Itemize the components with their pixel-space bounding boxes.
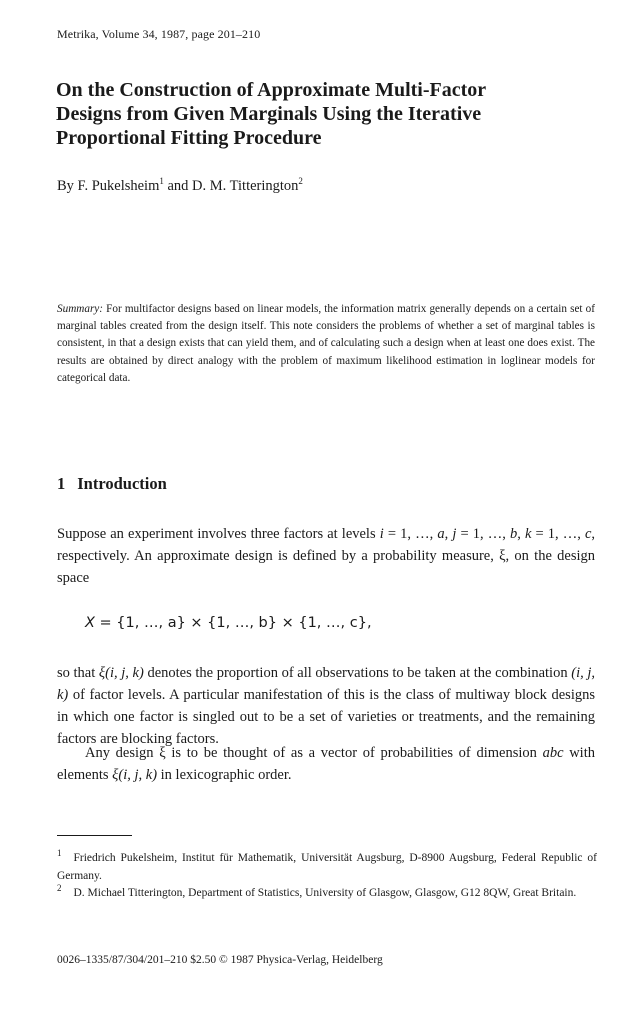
footnote-text: D. Michael Titterington, Department of Statistics, University of Glasgow, Glasgow, G12 8QW, Great Britain.	[73, 887, 577, 899]
math-var: a	[437, 526, 445, 542]
math-expr: (i, j, k)	[57, 665, 596, 703]
text-run: so that	[57, 665, 99, 681]
title-line: On the Construction of Approximate Multi-Factor	[56, 79, 487, 101]
math-var: c	[584, 526, 592, 542]
paragraph	[57, 662, 595, 750]
equation-body: = {1, …, a} × {1, …, b} × {1, …, c},	[94, 615, 372, 631]
abstract	[57, 301, 595, 387]
text-run: ,	[444, 526, 453, 542]
display-equation	[85, 615, 372, 631]
footnote	[57, 885, 597, 903]
footnote	[57, 850, 597, 885]
section-title: Introduction	[77, 474, 167, 493]
paper-title	[56, 78, 576, 150]
math-var: i	[379, 526, 384, 542]
footnote-divider	[57, 835, 132, 836]
journal-citation: Metrika, Volume 34, 1987, page 201–210	[57, 27, 261, 41]
paragraph	[57, 523, 595, 589]
text-run: in lexicographic order.	[157, 767, 292, 783]
paragraph	[57, 742, 595, 786]
text-run: Suppose an experiment involves three factors at levels	[57, 526, 380, 542]
section-number: 1	[57, 474, 66, 493]
math-var: j	[452, 526, 457, 542]
text-run: ,	[517, 526, 525, 542]
copyright-line: 0026–1335/87/304/201–210 $2.50 © 1987 Physica-Verlag, Heidelberg	[57, 954, 383, 966]
footnote-mark: 1	[57, 848, 62, 859]
math-expr: ξ(i, j, k)	[98, 665, 144, 681]
author-line	[57, 178, 303, 195]
math-expr: ξ(i, j, k)	[112, 767, 158, 783]
footnote-ref-1: 1	[159, 176, 164, 187]
text-run: denotes the proportion of all observations to be taken at the combination	[143, 665, 572, 681]
text-run: = 1, …,	[456, 526, 510, 542]
author-prefix: By F. Pukelsheim	[57, 178, 160, 194]
math-var: k	[524, 526, 532, 542]
abstract-label: Summary:	[57, 303, 103, 315]
text-run: = 1, …,	[531, 526, 585, 542]
math-var: b	[509, 526, 518, 542]
section-heading	[57, 474, 167, 494]
text-run: , respectively. An approximate design is defined by a probability measure, ξ, on the design space	[57, 526, 596, 586]
text-run: = 1, …,	[383, 526, 438, 542]
text-run: Any design ξ is to be thought of as a vector of probabilities of dimension	[85, 745, 543, 761]
footnote-ref-2: 2	[298, 176, 303, 187]
footnote-mark: 2	[57, 883, 62, 894]
equation-lhs: X	[85, 615, 95, 631]
title-line: Proportional Fitting Procedure	[56, 127, 322, 149]
footnote-text: Friedrich Pukelsheim, Institut für Mathematik, Universität Augsburg, D-8900 Augsburg, Federal Republic of Germany.	[57, 852, 597, 882]
math-var: abc	[542, 745, 564, 761]
text-run: of factor levels. A particular manifestation of this is the class of multiway block designs in which one factor is singled out to be a set of varieties or treatments, and the remaining factors are blocking factors.	[57, 687, 595, 747]
abstract-text: For multifactor designs based on linear models, the information matrix generally depends on a certain set of marginal tables created from the design itself. This note considers the problems of whether a set of marginal tables is consistent, in that a design exists that can yield them, and of calculating such a design when at least one does exist. The results are obtained by direct analogy with the problem of maximum likelihood estimation in loglinear models for categorical data.	[57, 303, 595, 384]
author-middle: and D. M. Titterington	[163, 178, 299, 194]
title-line: Designs from Given Marginals Using the Iterative	[56, 103, 482, 125]
text-run: with elements	[57, 745, 595, 783]
